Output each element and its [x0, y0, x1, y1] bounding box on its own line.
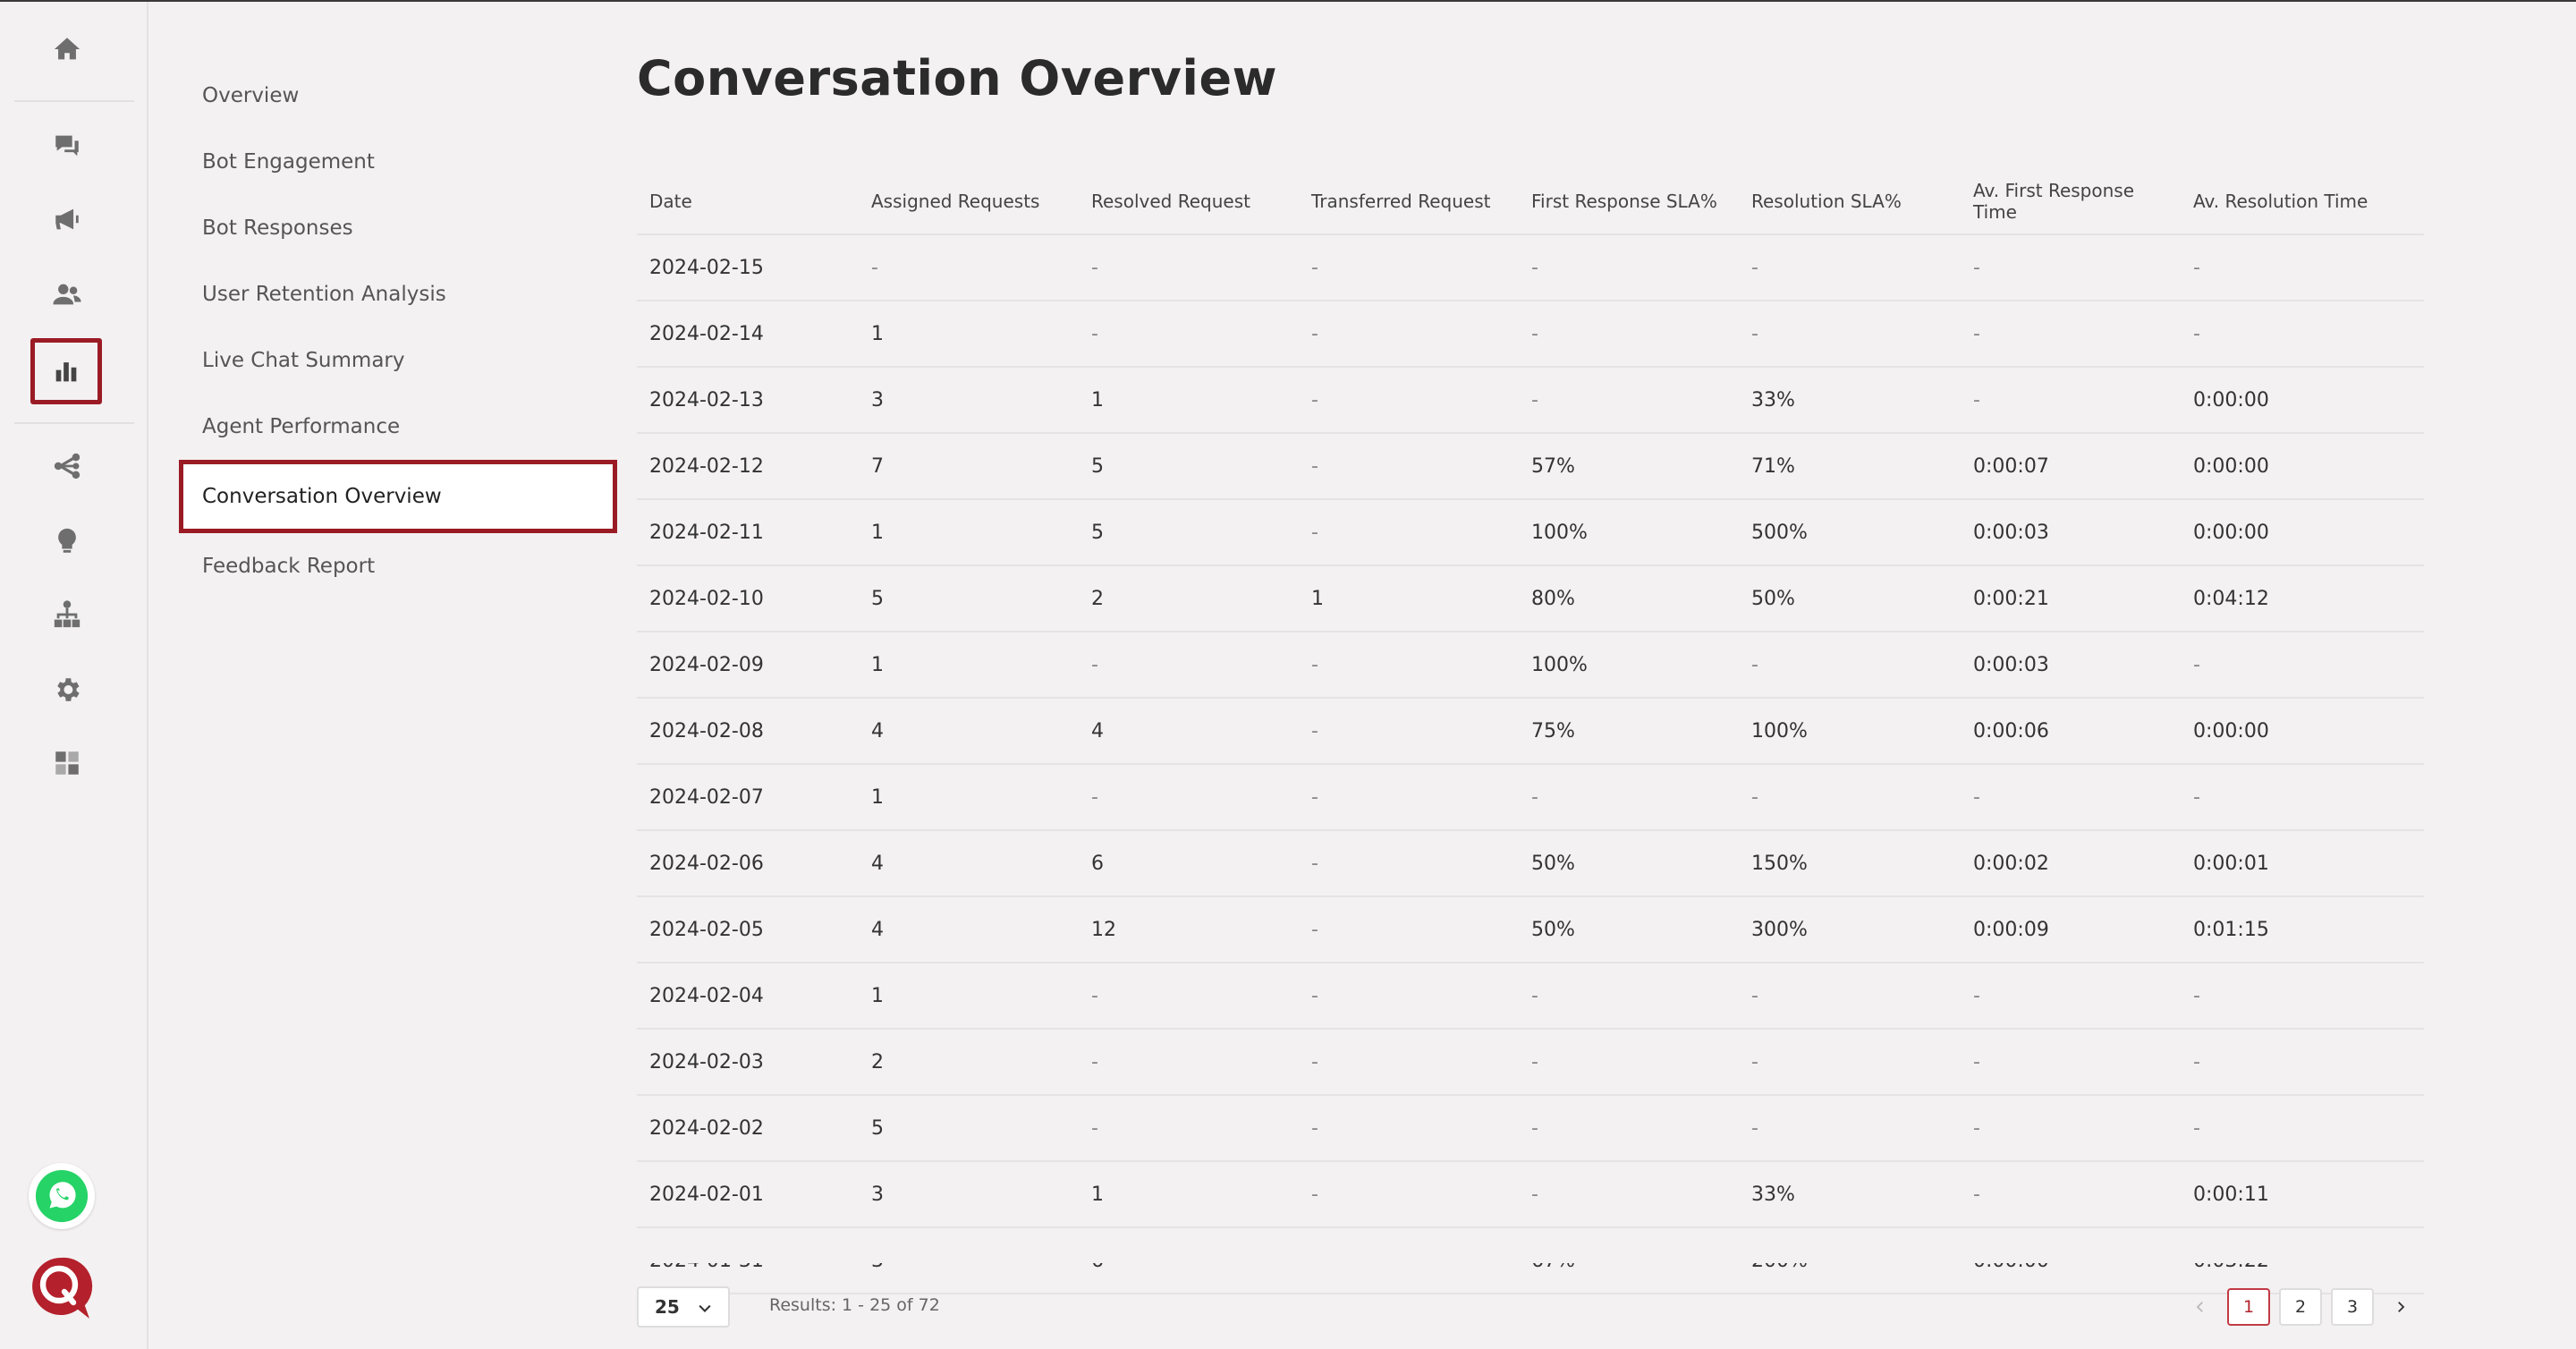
prev-page-button[interactable]	[2182, 1288, 2218, 1326]
cell-transferred-request: -	[1299, 234, 1519, 301]
cell-resolved-request: 5	[1079, 499, 1299, 565]
cell-av-first-response-time: -	[1961, 234, 2181, 301]
cell-av-resolution-time: -	[2181, 632, 2424, 698]
nav-item-overview[interactable]: Overview	[202, 84, 300, 107]
cell-resolution-sla: -	[1739, 963, 1961, 1029]
cell-av-resolution-time: -	[2181, 1029, 2424, 1095]
brand-logo-icon	[25, 1252, 97, 1324]
table-row	[637, 565, 2424, 632]
table-row	[637, 1029, 2424, 1095]
cell-assigned-requests: 1	[859, 301, 1079, 367]
col-header-first-response-sla: First Response SLA%	[1519, 168, 1739, 234]
cell-resolved-request: 1	[1079, 1161, 1299, 1227]
cell-resolution-sla: -	[1739, 301, 1961, 367]
cell-av-resolution-time: -	[2181, 301, 2424, 367]
cell-resolved-request: -	[1079, 1095, 1299, 1161]
cell-av-resolution-time: 0:00:00	[2181, 698, 2424, 764]
table-scroll-fade	[637, 1242, 2426, 1263]
cell-av-resolution-time: -	[2181, 234, 2424, 301]
cell-resolved-request: -	[1079, 963, 1299, 1029]
cell-resolution-sla: 33%	[1739, 1161, 1961, 1227]
cell-av-first-response-time: 0:00:07	[1961, 433, 2181, 499]
cell-av-resolution-time: -	[2181, 1095, 2424, 1161]
cell-first-response-sla: -	[1519, 963, 1739, 1029]
table-header-row	[637, 168, 2424, 234]
page-size-value: 25	[655, 1296, 680, 1318]
cell-transferred-request: -	[1299, 1029, 1519, 1095]
cell-date: 2024-02-07	[637, 764, 859, 830]
cell-first-response-sla: -	[1519, 764, 1739, 830]
page-size-select[interactable]	[637, 1286, 730, 1328]
cell-transferred-request: -	[1299, 963, 1519, 1029]
cell-first-response-sla: 100%	[1519, 632, 1739, 698]
nav-item-bot-responses[interactable]: Bot Responses	[202, 216, 353, 240]
cell-assigned-requests: 1	[859, 499, 1079, 565]
cell-av-first-response-time: 0:00:03	[1961, 632, 2181, 698]
nav-item-feedback-report[interactable]: Feedback Report	[202, 555, 376, 578]
nav-item-bot-engagement[interactable]: Bot Engagement	[202, 150, 375, 174]
chat-icon[interactable]	[45, 123, 89, 168]
cell-date: 2024-02-12	[637, 433, 859, 499]
nav-item-user-retention-analysis[interactable]: User Retention Analysis	[202, 283, 446, 306]
cell-date: 2024-02-04	[637, 963, 859, 1029]
cell-av-first-response-time: -	[1961, 1095, 2181, 1161]
cell-date: 2024-02-15	[637, 234, 859, 301]
lightbulb-icon[interactable]	[45, 519, 89, 564]
table-row	[637, 1161, 2424, 1227]
cell-assigned-requests: 3	[859, 1161, 1079, 1227]
cell-resolution-sla: -	[1739, 1029, 1961, 1095]
cell-first-response-sla: -	[1519, 1029, 1739, 1095]
col-header-av-first-response: Av. First Response Time	[1961, 168, 2181, 234]
page-button-3[interactable]: 3	[2331, 1288, 2374, 1326]
cell-av-resolution-time: -	[2181, 764, 2424, 830]
cell-assigned-requests: 1	[859, 963, 1079, 1029]
flow-icon[interactable]	[45, 444, 89, 488]
cell-first-response-sla: -	[1519, 367, 1739, 433]
cell-first-response-sla: -	[1519, 1095, 1739, 1161]
cell-assigned-requests: 4	[859, 698, 1079, 764]
cell-date: 2024-02-10	[637, 565, 859, 632]
settings-icon[interactable]	[45, 667, 89, 712]
cell-resolved-request: -	[1079, 234, 1299, 301]
chevron-down-icon	[696, 1300, 714, 1318]
pagination	[2182, 1288, 2419, 1326]
cell-transferred-request: 1	[1299, 565, 1519, 632]
chevron-left-icon	[2192, 1299, 2208, 1315]
cell-assigned-requests: 2	[859, 1029, 1079, 1095]
cell-av-first-response-time: 0:00:09	[1961, 896, 2181, 963]
cell-av-resolution-time: 0:00:00	[2181, 367, 2424, 433]
cell-resolution-sla: 150%	[1739, 830, 1961, 896]
table-row	[637, 234, 2424, 301]
cell-av-resolution-time: 0:04:12	[2181, 565, 2424, 632]
cell-transferred-request: -	[1299, 1095, 1519, 1161]
cell-transferred-request: -	[1299, 301, 1519, 367]
cell-av-first-response-time: -	[1961, 1161, 2181, 1227]
table-row	[637, 433, 2424, 499]
cell-resolution-sla: -	[1739, 1095, 1961, 1161]
cell-first-response-sla: -	[1519, 301, 1739, 367]
nav-item-conversation-overview[interactable]: Conversation Overview	[179, 460, 617, 533]
cell-av-resolution-time: 0:01:15	[2181, 896, 2424, 963]
users-icon[interactable]	[45, 272, 89, 317]
cell-date: 2024-02-09	[637, 632, 859, 698]
col-header-date: Date	[637, 168, 859, 234]
cell-resolved-request: 6	[1079, 830, 1299, 896]
cell-assigned-requests: 5	[859, 565, 1079, 632]
cell-av-first-response-time: -	[1961, 963, 2181, 1029]
cell-resolved-request: -	[1079, 301, 1299, 367]
page-button-2[interactable]: 2	[2279, 1288, 2322, 1326]
cell-date: 2024-02-13	[637, 367, 859, 433]
cell-av-first-response-time: 0:00:21	[1961, 565, 2181, 632]
cell-date: 2024-02-06	[637, 830, 859, 896]
cell-resolved-request: -	[1079, 764, 1299, 830]
analytics-icon[interactable]	[30, 338, 102, 404]
cell-date: 2024-02-02	[637, 1095, 859, 1161]
cell-transferred-request: -	[1299, 896, 1519, 963]
chevron-right-icon	[2393, 1299, 2409, 1315]
cell-first-response-sla: 75%	[1519, 698, 1739, 764]
cell-transferred-request: -	[1299, 632, 1519, 698]
cell-assigned-requests: -	[859, 234, 1079, 301]
cell-first-response-sla: 80%	[1519, 565, 1739, 632]
table-row	[637, 764, 2424, 830]
cell-assigned-requests: 1	[859, 632, 1079, 698]
col-header-resolved: Resolved Request	[1079, 168, 1299, 234]
integrations-icon[interactable]	[45, 741, 89, 785]
cell-av-resolution-time: 0:00:00	[2181, 499, 2424, 565]
cell-transferred-request: -	[1299, 764, 1519, 830]
cell-av-first-response-time: -	[1961, 1029, 2181, 1095]
cell-av-first-response-time: -	[1961, 367, 2181, 433]
cell-date: 2024-02-11	[637, 499, 859, 565]
cell-transferred-request: -	[1299, 830, 1519, 896]
cell-date: 2024-02-01	[637, 1161, 859, 1227]
table-row	[637, 830, 2424, 896]
cell-transferred-request: -	[1299, 1161, 1519, 1227]
table-row	[637, 632, 2424, 698]
cell-av-resolution-time: 0:00:00	[2181, 433, 2424, 499]
table-row	[637, 1095, 2424, 1161]
conversation-table-container	[637, 168, 2426, 1260]
cell-av-first-response-time: 0:00:06	[1961, 698, 2181, 764]
col-header-av-resolution: Av. Resolution Time	[2181, 168, 2424, 234]
cell-first-response-sla: 50%	[1519, 896, 1739, 963]
org-chart-icon[interactable]	[45, 592, 89, 637]
cell-resolution-sla: 300%	[1739, 896, 1961, 963]
cell-resolution-sla: 50%	[1739, 565, 1961, 632]
rail-divider	[14, 100, 134, 102]
cell-first-response-sla: 100%	[1519, 499, 1739, 565]
cell-date: 2024-02-05	[637, 896, 859, 963]
cell-av-resolution-time: 0:00:11	[2181, 1161, 2424, 1227]
cell-assigned-requests: 1	[859, 764, 1079, 830]
cell-resolution-sla: -	[1739, 632, 1961, 698]
cell-date: 2024-02-14	[637, 301, 859, 367]
col-header-transferred: Transferred Request	[1299, 168, 1519, 234]
table-row	[637, 896, 2424, 963]
cell-av-first-response-time: -	[1961, 764, 2181, 830]
cell-resolution-sla: 71%	[1739, 433, 1961, 499]
col-header-resolution-sla: Resolution SLA%	[1739, 168, 1961, 234]
cell-resolved-request: 2	[1079, 565, 1299, 632]
cell-resolution-sla: -	[1739, 234, 1961, 301]
cell-resolution-sla: -	[1739, 764, 1961, 830]
cell-transferred-request: -	[1299, 698, 1519, 764]
cell-resolved-request: 1	[1079, 367, 1299, 433]
cell-first-response-sla: -	[1519, 234, 1739, 301]
cell-resolved-request: 5	[1079, 433, 1299, 499]
table-body	[637, 234, 2424, 1294]
cell-resolved-request: -	[1079, 1029, 1299, 1095]
cell-resolution-sla: 33%	[1739, 367, 1961, 433]
next-page-button[interactable]	[2383, 1288, 2419, 1326]
cell-transferred-request: -	[1299, 367, 1519, 433]
cell-resolution-sla: 100%	[1739, 698, 1961, 764]
cell-first-response-sla: 50%	[1519, 830, 1739, 896]
page-button-1[interactable]: 1	[2227, 1288, 2270, 1326]
cell-date: 2024-02-03	[637, 1029, 859, 1095]
cell-av-first-response-time: -	[1961, 301, 2181, 367]
cell-resolved-request: 4	[1079, 698, 1299, 764]
whatsapp-icon[interactable]	[29, 1163, 95, 1229]
table-row	[637, 698, 2424, 764]
cell-assigned-requests: 4	[859, 830, 1079, 896]
megaphone-icon[interactable]	[45, 197, 89, 242]
cell-first-response-sla: 57%	[1519, 433, 1739, 499]
cell-assigned-requests: 3	[859, 367, 1079, 433]
rail-divider	[14, 422, 134, 424]
table-row	[637, 963, 2424, 1029]
cell-resolved-request: -	[1079, 632, 1299, 698]
cell-av-first-response-time: 0:00:02	[1961, 830, 2181, 896]
icon-rail	[0, 2, 148, 1349]
cell-transferred-request: -	[1299, 499, 1519, 565]
cell-assigned-requests: 7	[859, 433, 1079, 499]
top-border	[0, 0, 2576, 2]
cell-av-resolution-time: -	[2181, 963, 2424, 1029]
cell-av-resolution-time: 0:00:01	[2181, 830, 2424, 896]
col-header-assigned: Assigned Requests	[859, 168, 1079, 234]
cell-resolved-request: 12	[1079, 896, 1299, 963]
results-summary: Results: 1 - 25 of 72	[769, 1295, 940, 1315]
cell-assigned-requests: 4	[859, 896, 1079, 963]
table-row	[637, 499, 2424, 565]
report-nav	[179, 63, 617, 599]
page-title: Conversation Overview	[637, 50, 1277, 106]
conversation-table	[637, 168, 2424, 1294]
cell-resolution-sla: 500%	[1739, 499, 1961, 565]
nav-item-live-chat-summary[interactable]: Live Chat Summary	[202, 349, 405, 372]
nav-item-agent-performance[interactable]: Agent Performance	[202, 415, 401, 438]
table-row	[637, 367, 2424, 433]
home-icon[interactable]	[45, 27, 89, 72]
cell-transferred-request: -	[1299, 433, 1519, 499]
cell-first-response-sla: -	[1519, 1161, 1739, 1227]
cell-assigned-requests: 5	[859, 1095, 1079, 1161]
table-row	[637, 301, 2424, 367]
cell-av-first-response-time: 0:00:03	[1961, 499, 2181, 565]
cell-date: 2024-02-08	[637, 698, 859, 764]
